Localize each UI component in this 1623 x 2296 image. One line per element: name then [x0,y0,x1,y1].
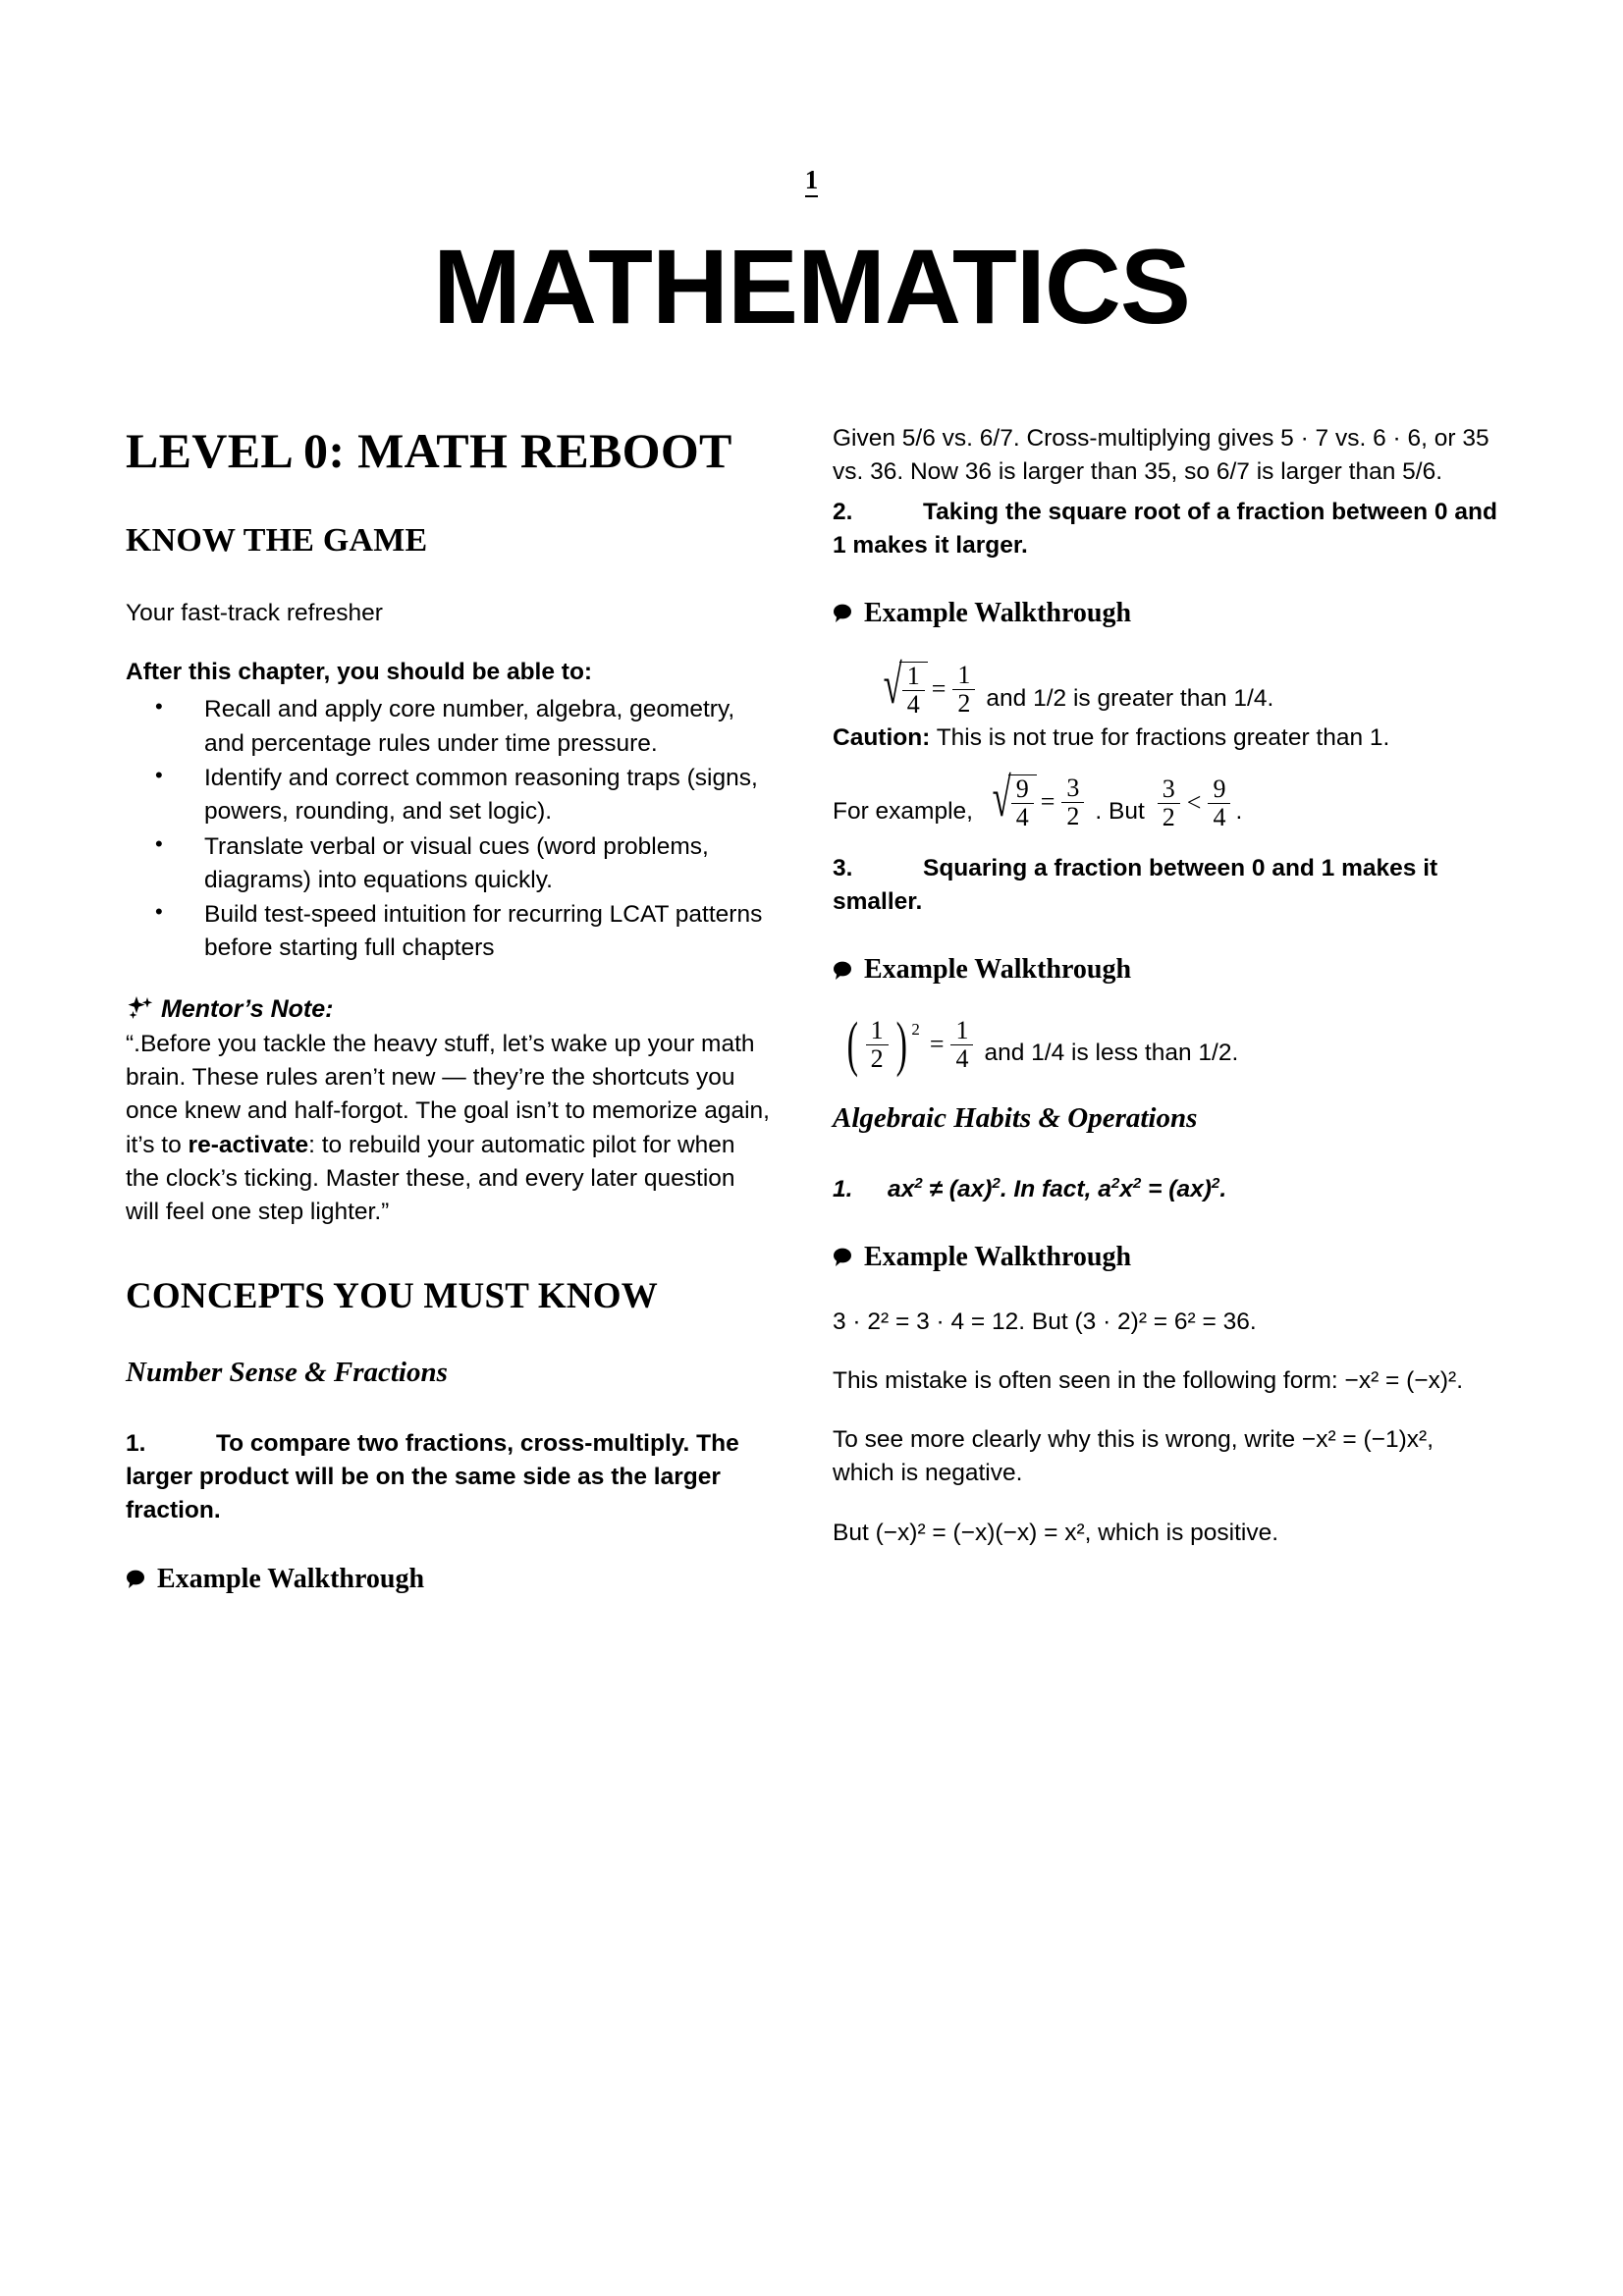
formula-3-tail-text: and 1/4 is less than 1/2. [984,1039,1239,1066]
fraction-denominator: 2 [866,1044,889,1072]
walkthrough-heading-right-3 [833,1240,1500,1275]
right-column [833,422,1500,1575]
parenthesized-fraction [842,1011,920,1079]
fraction-numerator: 9 [1213,774,1226,803]
page-number [0,165,1623,195]
formula-sqrt-nine-fourths [833,767,1500,831]
less-than-sign: < [1186,788,1202,818]
rule-3 [833,852,1500,920]
list-item: • Build test-speed intuition for recurring LCAT patterns before starting full chapters [126,898,774,966]
rule-2-text: Taking the square root of a fraction between 0 and 1 makes it larger. [833,498,1497,559]
fraction-denominator: 2 [1061,802,1084,829]
exponent: 2 [911,1019,920,1039]
walkthrough-label: Example Walkthrough [157,1563,425,1594]
list-item: • Translate verbal or visual cues (word problems, diagrams) into equations quickly. [126,830,774,898]
list-item: • Recall and apply core number, algebra, geometry, and percentage rules under time pressure. [126,693,774,761]
rule-2 [833,496,1500,563]
rule-1 [126,1427,774,1528]
know-the-game-heading: KNOW THE GAME [126,522,428,559]
equals-sign: = [1040,787,1055,817]
formula-half-squared [842,1011,1500,1079]
speech-bubble-icon [833,603,854,624]
number-sense-subheading: Number Sense & Fractions [126,1356,448,1388]
right-paren: ) [895,1011,907,1079]
fraction [950,1015,973,1073]
equals-sign: = [929,1030,945,1059]
formula-3-expression [842,1011,976,1079]
radical-sign-group [872,654,928,719]
formula-2-tail-text: . [1235,797,1243,825]
fraction-numerator: 1 [870,1015,884,1044]
mentor-text-part1: “.Before you tackle the heavy stuff, let’s wake up your math brain. These rules aren’t new — they’re the shortcuts you once knew and half-forgot. The goal isn’t to memorize again, it’s to [126,1030,770,1158]
fraction [1158,776,1180,830]
walkthrough-label: Example Walkthrough [864,954,1132,986]
fraction-denominator: 4 [950,1044,973,1072]
mentor-text-part2: : to rebuild your automatic pilot for when the clock’s ticking. Master these, and every later question will feel one step lighter.” [126,1131,735,1226]
caution-text: This is not true for fractions greater than 1. [930,723,1390,751]
formula-sqrt-one-fourth [872,654,1500,719]
radicand [899,662,928,718]
fraction [866,1015,889,1073]
mentor-note-label: Mentor’s Note: [161,994,334,1023]
algebra-rule-1 [833,1173,1500,1206]
radicand [1008,774,1037,830]
formula-1-tail-text: and 1/2 is greater than 1/4. [986,684,1274,712]
speech-bubble-icon [833,1247,854,1268]
objectives-lead: After this chapter, you should be able to: [126,659,593,686]
radical-sign: √ [883,654,902,716]
walkthrough-label: Example Walkthrough [864,598,1132,629]
objectives-list [126,693,774,965]
algebra-rule-1-text: $ax^2 \ne (ax)^2$. In fact, $a^2x^2 = (ax)^2$. [888,1174,1227,1202]
fraction-numerator: 9 [1015,774,1029,803]
fraction-denominator: 4 [1208,803,1230,830]
rule-1-text: To compare two fractions, cross-multiply. The larger product will be on the same side as the larger fraction. [126,1429,739,1524]
formula-1-expression [872,654,978,719]
mentor-text-emphasis: re-activate [188,1131,309,1158]
conclusion-note: But (−x)² = (−x)(−x) = x², which is positive. [833,1519,1279,1546]
fraction-numerator: 1 [955,1015,969,1044]
fraction [902,661,925,719]
fraction-numerator: 1 [906,661,920,690]
algebra-rule-1-number: 1. [833,1175,853,1202]
fraction [1208,776,1230,830]
level-title: LEVEL 0: MATH REBOOT [126,423,732,478]
formula-2-comparison [1155,776,1234,830]
mistake-note: This mistake is often seen in the following form: −x² = (−x)². [833,1366,1464,1394]
fraction-denominator: 2 [1158,803,1180,830]
radical-sign-group [981,767,1037,831]
left-paren: ( [846,1011,859,1079]
formula-2-mid-text: . But [1095,797,1145,825]
fraction-denominator: 4 [902,690,925,718]
fraction-numerator: 1 [957,660,971,689]
rule-1-number: 1. [126,1429,146,1457]
sparkles-icon [126,995,155,1023]
rule-2-number: 2. [833,498,853,525]
fraction [1011,776,1034,830]
example-calculation: 3 · 2² = 3 · 4 = 12. But (3 · 2)² = 6² = 36. [833,1308,1257,1335]
formula-2-lead-text: For example, [833,797,973,825]
fraction [952,660,975,718]
fraction-numerator: 3 [1066,773,1080,802]
page-number-value: 1 [805,165,819,197]
formula-2-expression [981,767,1087,831]
concepts-heading: CONCEPTS YOU MUST KNOW [126,1275,658,1316]
speech-bubble-icon [833,960,854,982]
rule-3-number: 3. [833,854,853,881]
tagline: Your fast-track refresher [126,599,383,626]
mentor-note-text [126,1028,774,1230]
rule-3-text: Squaring a fraction between 0 and 1 makes it smaller. [833,854,1438,916]
walkthrough-heading-right-2 [833,952,1500,988]
fraction [1061,775,1084,829]
explanation-note: To see more clearly why this is wrong, write −x² = (−1)x², which is negative. [833,1426,1434,1487]
list-item: • Identify and correct common reasoning traps (signs, powers, rounding, and set logic). [126,762,774,829]
algebraic-habits-subheading: Algebraic Habits & Operations [833,1101,1198,1134]
fraction-denominator: 2 [952,689,975,717]
fraction-numerator: 3 [1162,774,1175,803]
left-column [126,422,774,1627]
mentor-note-heading [126,995,774,1024]
walkthrough-heading-right-1 [833,596,1500,631]
equals-sign: = [931,674,947,704]
fraction-denominator: 4 [1011,803,1034,830]
speech-bubble-icon [126,1569,147,1590]
radical-sign: √ [992,767,1011,828]
walkthrough-label: Example Walkthrough [864,1242,1132,1273]
caution-label: Caution: [833,723,931,751]
page-masthead-title: MATHEMATICS [433,227,1190,346]
example-1-text: Given 5/6 vs. 6/7. Cross-multiplying gives 5 · 7 vs. 6 · 6, or 35 vs. 36. Now 36 is larger than 35, so 6/7 is larger than 5/6. [833,425,1489,486]
caution-note [833,721,1500,755]
walkthrough-heading-left [126,1562,774,1597]
